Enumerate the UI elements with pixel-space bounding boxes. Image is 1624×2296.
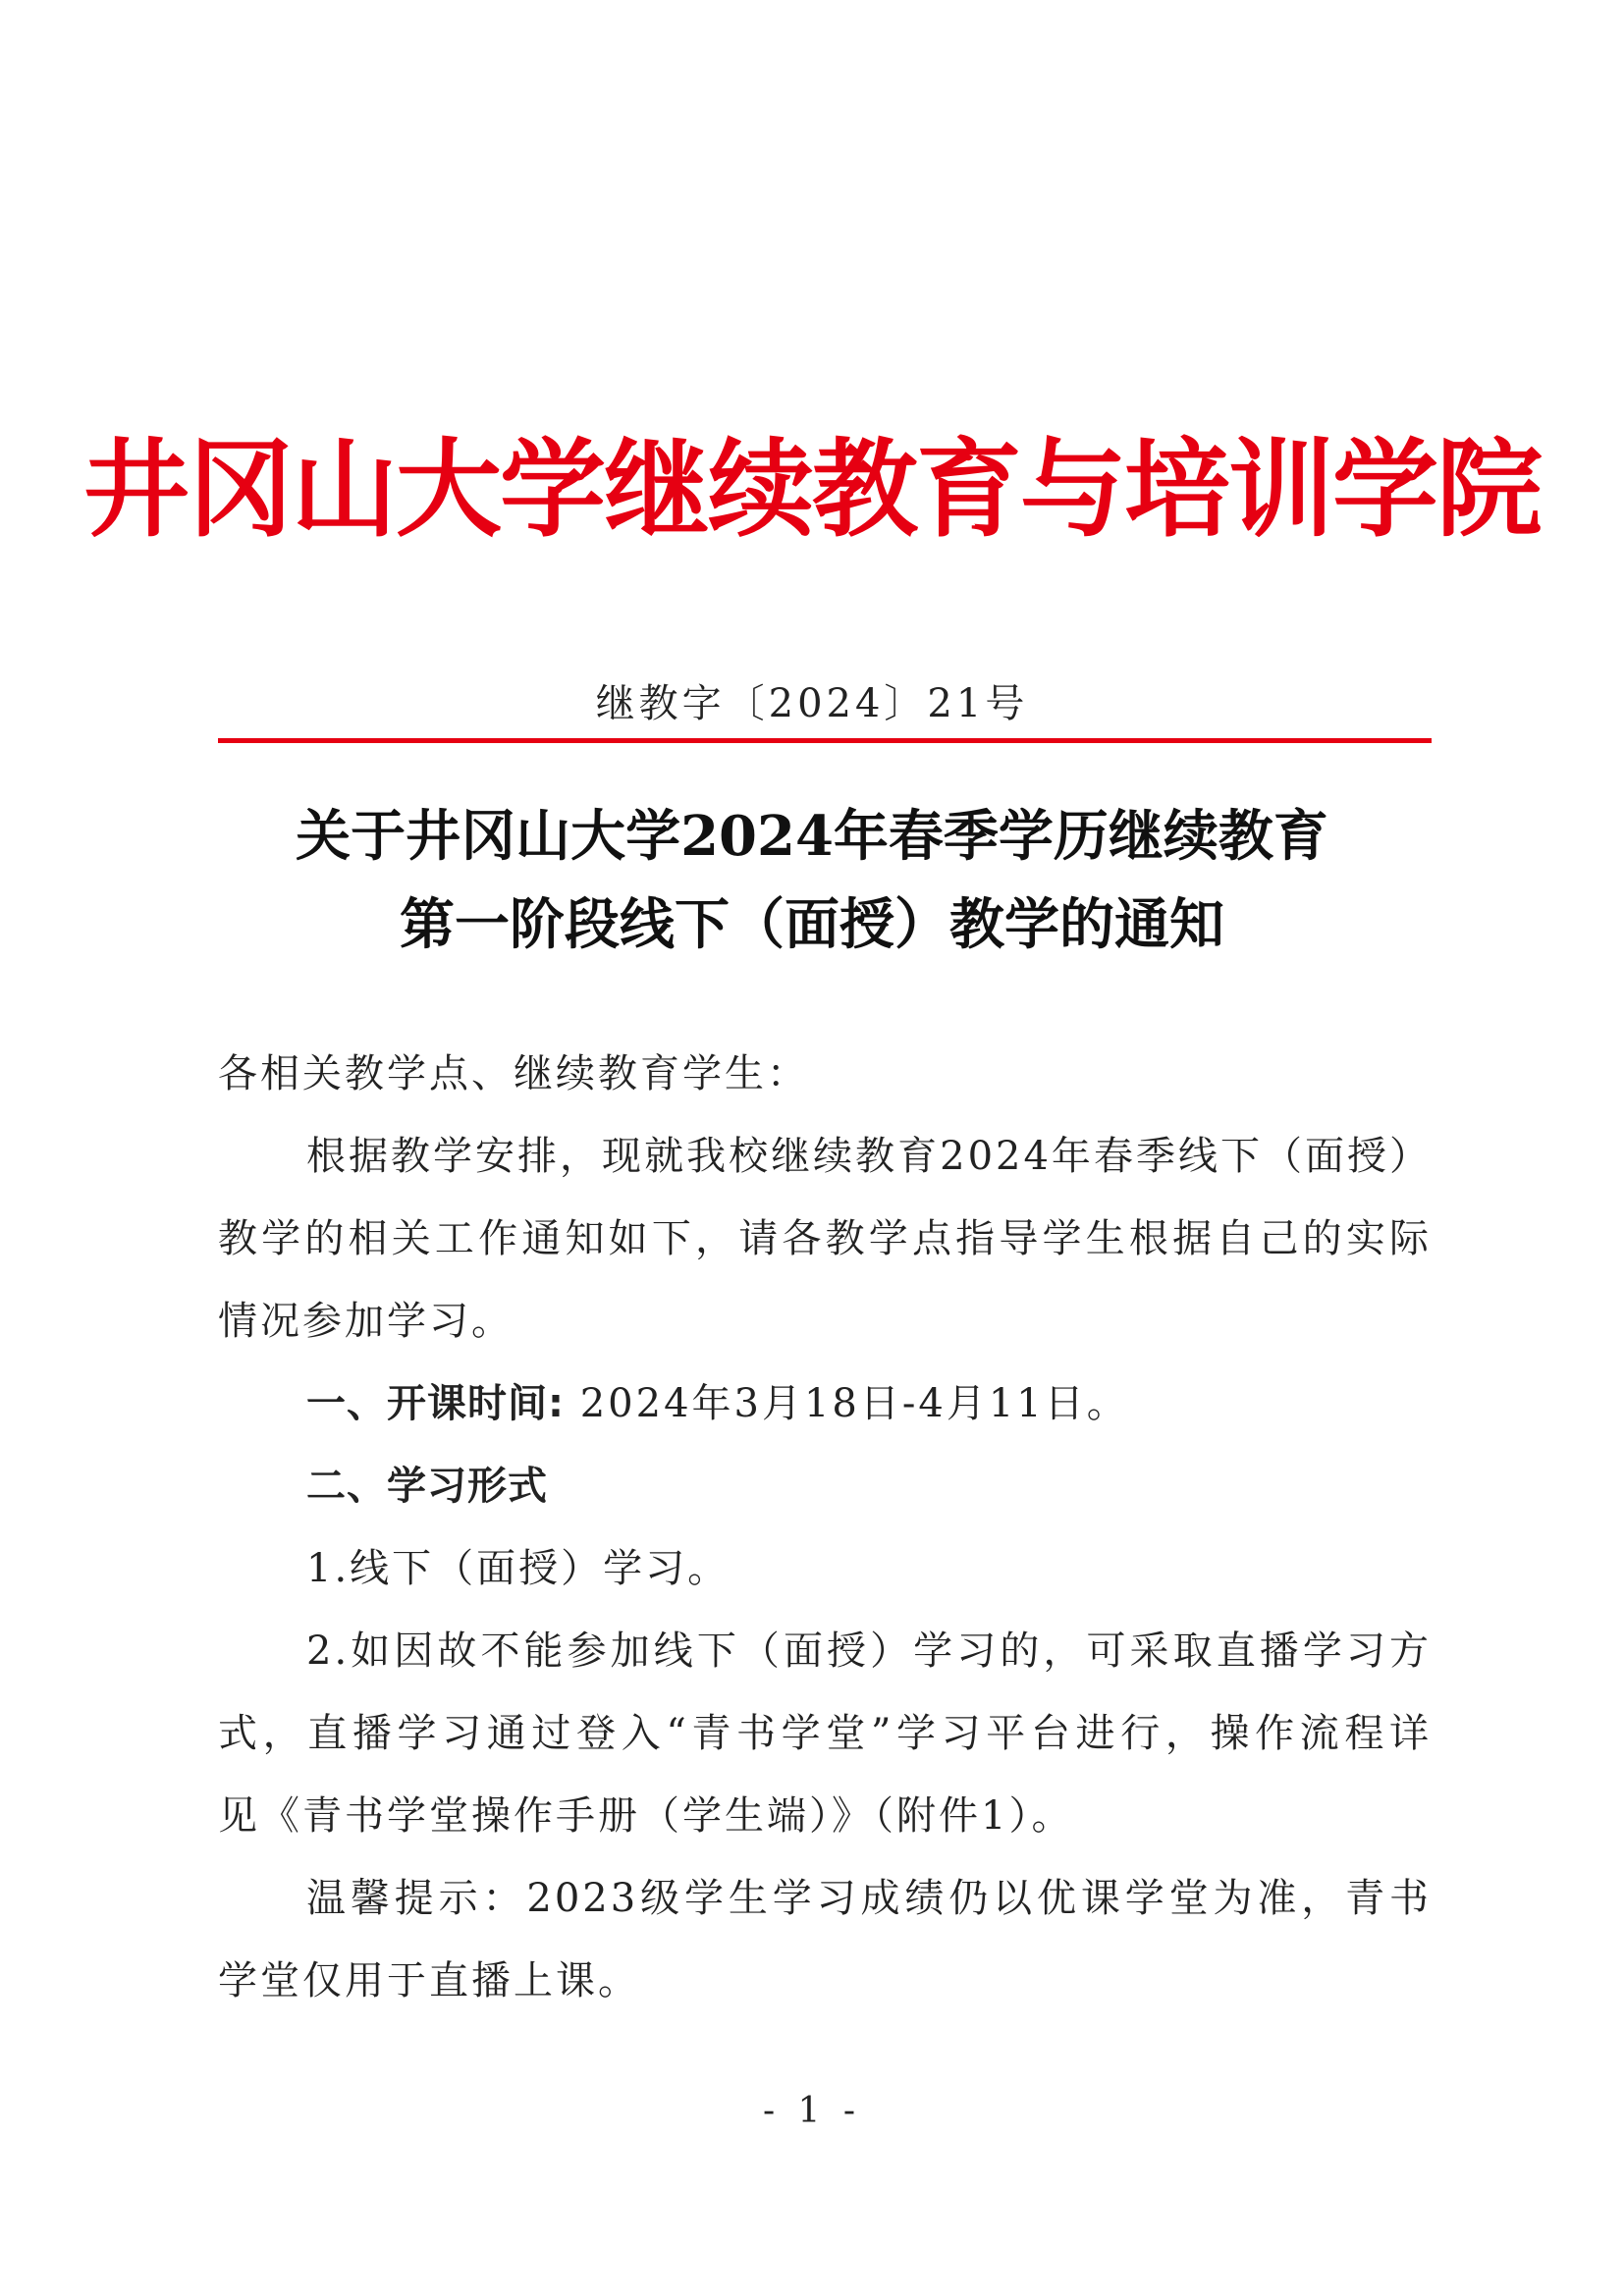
section-1-label: 一、开课时间: xyxy=(306,1381,565,1426)
paragraph-1-line-1: 根据教学安排，现就我校继续教育2024年春季线下（面授） xyxy=(306,1134,1432,1179)
section-1-start-time xyxy=(306,1372,1129,1428)
item-2-line-3: 见《青书学堂操作手册（学生端）》（附件1）。 xyxy=(218,1793,1074,1839)
tip-line-1: 温馨提示：2023级学生学习成绩仍以优课学堂为准，青书 xyxy=(306,1876,1432,1921)
document-number: 继教字〔2024〕21号 xyxy=(595,681,1029,726)
notice-title-line-2: 第一阶段线下（面授）教学的通知 xyxy=(400,892,1224,957)
item-2-line-2: 式，直播学习通过登入“青书学堂”学习平台进行，操作流程详 xyxy=(218,1711,1432,1756)
paragraph-1-line-2: 教学的相关工作通知如下，请各教学点指导学生根据自己的实际 xyxy=(218,1216,1432,1261)
section-1-text: 2024年3月18日-4月11日。 xyxy=(579,1381,1129,1426)
paragraph-1-line-3: 情况参加学习。 xyxy=(218,1299,514,1344)
salutation: 各相关教学点、继续教育学生： xyxy=(218,1051,809,1096)
item-2-line-1: 2.如因故不能参加线下（面授）学习的，可采取直播学习方 xyxy=(306,1629,1432,1674)
notice-title-line-1: 关于井冈山大学2024年春季学历继续教育 xyxy=(296,804,1328,869)
page-number: - 1 - xyxy=(762,2091,862,2131)
section-2-label: 二、学习形式 xyxy=(306,1464,548,1509)
issuer-name: 井冈山大学继续教育与培训学院 xyxy=(82,428,1541,552)
red-divider-rule xyxy=(218,738,1432,743)
tip-line-2: 学堂仅用于直播上课。 xyxy=(218,1958,640,2003)
item-1: 1.线下（面授）学习。 xyxy=(306,1546,731,1591)
